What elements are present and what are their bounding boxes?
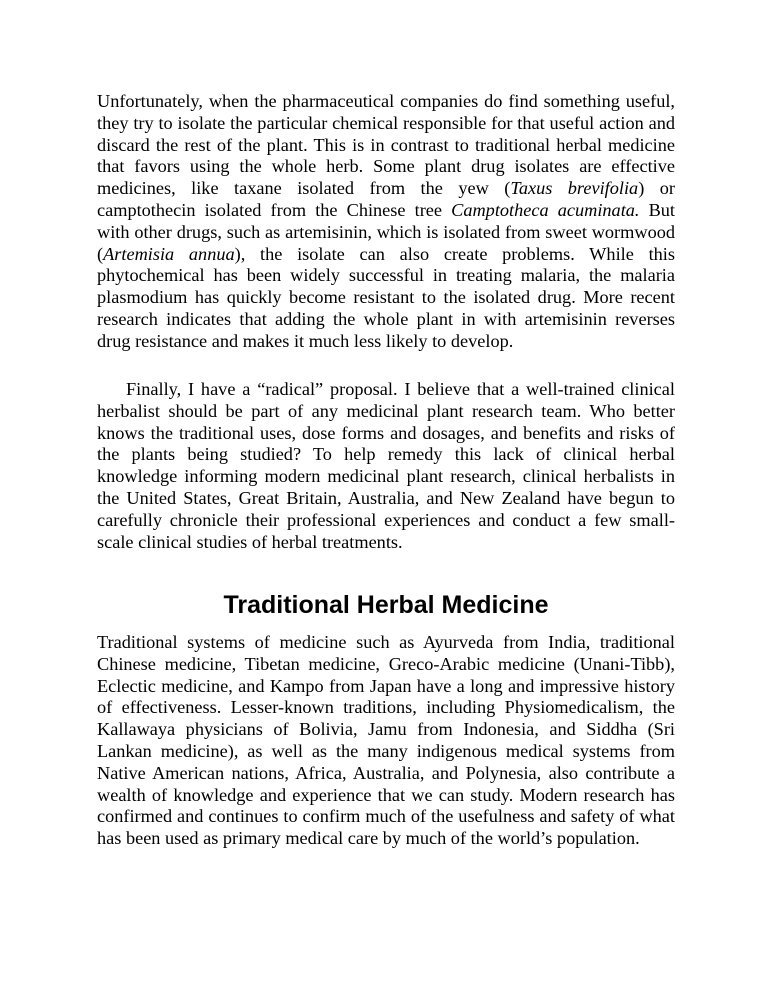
paragraph-text: Unfortunately, when the pharmaceutical companies do find something useful, they try to isolate the particular chemical responsible for that useful action and discard the rest of the plant. This is in contrast to traditional herbal medicine that favors using the whole herb. Some plant drug isolates are effective medicines, like taxane isolated from the yew ( (97, 91, 675, 199)
section-heading: Traditional Herbal Medicine (223, 591, 549, 619)
paragraph-isolates (97, 91, 675, 353)
species-name-artemisia: Artemisia annua (103, 243, 235, 264)
species-name-camptotheca: Camptotheca acuminata. (451, 199, 640, 220)
paragraph-radical-proposal: Finally, I have a “radical” proposal. I believe that a well-trained clinical herbalist should be part of any medicinal plant research team. Who better knows the traditional uses, dose forms and dosages, and benefits and risks of the plants being studied? To help remedy this lack of clinical herbal knowledge informing modern medicinal plant research, clinical herbalists in the United States, Great Britain, Australia, and New Zealand have begun to carefully chronicle their professional experiences and conduct a few small-scale clinical studies of herbal treatments. (97, 379, 675, 552)
paragraph-text: But with other drugs, such as artemisinin, which is isolated from sweet wormwood ( (97, 199, 676, 264)
paragraph-text: ), the isolate can also create problems. While this phytochemical has been widely successful in treating malaria, the malaria plasmodium has quickly become resistant to the isolated drug. More recent research indicates that adding the whole plant in with artemisinin reverses drug resistance and makes it much less likely to develop. (97, 243, 675, 351)
species-name-taxus: Taxus brevifolia (510, 178, 639, 199)
paragraph-text: ) or camptothecin isolated from the Chinese tree (97, 178, 675, 220)
paragraph-traditional-systems: Traditional systems of medicine such as Ayurveda from India, traditional Chinese medicine, Tibetan medicine, Greco-Arabic medicine (Unani-Tibb), Eclectic medicine, and Kampo from Japan have a long and impressive history of effectiveness. Lesser-known traditions, including Physiomedicalism, the Kallawaya physicians of Bolivia, Jamu from Indonesia, and Siddha (Sri Lankan medicine), as well as the many indigenous medical systems from Native American nations, Africa, Australia, and Polynesia, also contribute a wealth of knowledge and experience that we can study. Modern research has confirmed and continues to confirm much of the usefulness and safety of what has been used as primary medical care by much of the world’s population. (97, 632, 675, 849)
